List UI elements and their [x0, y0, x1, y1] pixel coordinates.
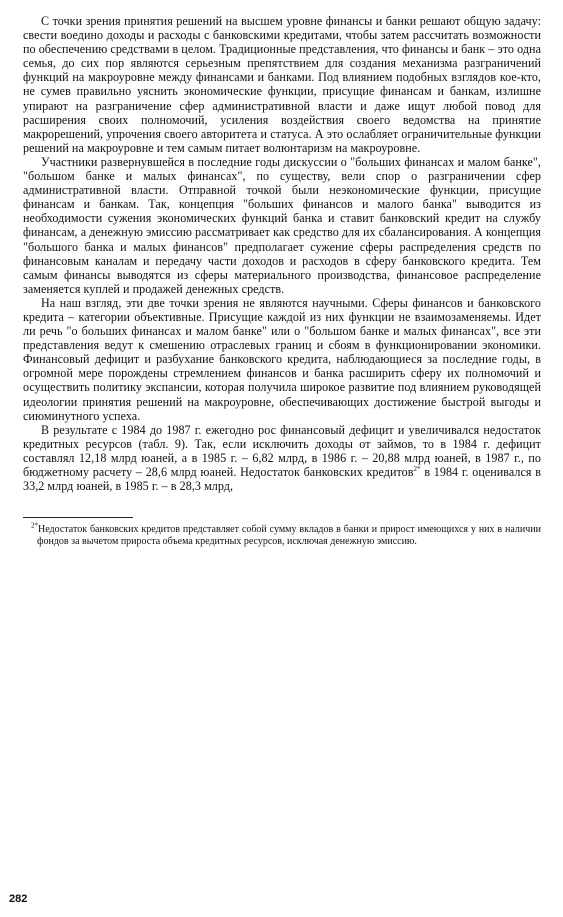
paragraph-2: Участники развернувшейся в последние годы дискуссии о "больших финансах и малом банке", "большом банке и малых финансах", по существу, вели спор о разграничении сфер административной власти. Отправной точкой были неэкономические функции, присущие финансам и банкам. Так, концепция "больших финансов и малого банка" выводится из необходимости сужения экономических функций банка и ставит банковский кредит на службу финансам, а денежную эмиссию рассматривает как средство для их сбалансирования. А концепция "большого банка и малых финансов" предполагает сужение сферы распределения средств по финансовым каналам и передачу части доходов и расходов в сферу банковского кредита. Тем самым финансы выводятся из сферы материального производства, финансовое распределение заменяется куплей и продажей денежных средств. [23, 154, 541, 296]
footnote-divider [23, 517, 133, 518]
page-number: 282 [9, 893, 28, 905]
footnote-marker: 2* [31, 521, 38, 530]
paragraph-4-text: В результате с 1984 до 1987 г. ежегодно рос финансовый дефицит и увеличивался недостаток кредитных ресурсов (табл. 9). Так, если исключить доходы от займов, то в 1984 г. дефицит составлял 12,18 млрд юаней, а в 1985 г. – 6,82 млрд, в 1986 г. – 20,88 млрд юаней, в 1987 г., по бюджетному расчету – 28,6 млрд юаней. Недостаток банковских кредитов [23, 422, 541, 479]
main-text [23, 14, 541, 493]
paragraph-4 [23, 423, 541, 493]
paragraph-3: На наш взгляд, эти две точки зрения не являются научными. Сферы финансов и банковского кредита – категории объективные. Присущие каждой из них функции не взаимозаменяемы. Идет ли речь "о больших финансах и малом банке" или о "большом банке и малых финансах", все эти представления ведут к смешению отраслевых границ и сбоям в функционировании экономики. Финансовый дефицит и разбухание банковского кредита, наблюдающиеся за последние годы, в огромной мере порождены стремлением финансов и банка расширить сферу их полномочий и осуществить политику экспансии, которая получила широкое развитие под влиянием руководящей идеологии принятия решений на макроуровне, обеспечивающих достижение быстрой выгоды и сиюминутного успеха. [23, 295, 541, 423]
paragraph-4-tail: в 1984 г. оценивался в 33,2 млрд юаней, в 1985 г. – в 28,3 млрд, [23, 465, 541, 494]
paragraph-1: С точки зрения принятия решений на высшем уровне финансы и банки решают общую задачу: свести воедино доходы и расходы с банковскими кредитами, чтобы затем рассчитать возможности по обеспечению средствами в целом. Традиционные представления, что финансы и банк – это одна семья, до сих пор являются серьезным препятствием для создания механизма разграничений функций на макроуровне между финансами и банками. Под влиянием подобных взглядов кое-кто, не сумев правильно уяснить экономические функции, присущие финансам и банкам, излишне упирают на разграничение сфер административной власти и даже ищут любой повод для расширения своих полномочий, усиления воздействия своего ведомства на принятие макрорешений, упрочения своего авторитета и статуса. А это ослабляет ограничительные функции решений на макроуровне и тем самым питает волюнтаризм на макроуровне. [23, 14, 541, 155]
footnote-reference: 2* [413, 464, 421, 473]
footnote-text: Недостаток банковских кредитов представляет собой сумму вкладов в банки и прирост имеющихся у них в наличии фондов за вычетом прироста объема кредитных ресурсов, исключая денежную эмиссию. [37, 524, 541, 548]
footnote [23, 521, 541, 549]
